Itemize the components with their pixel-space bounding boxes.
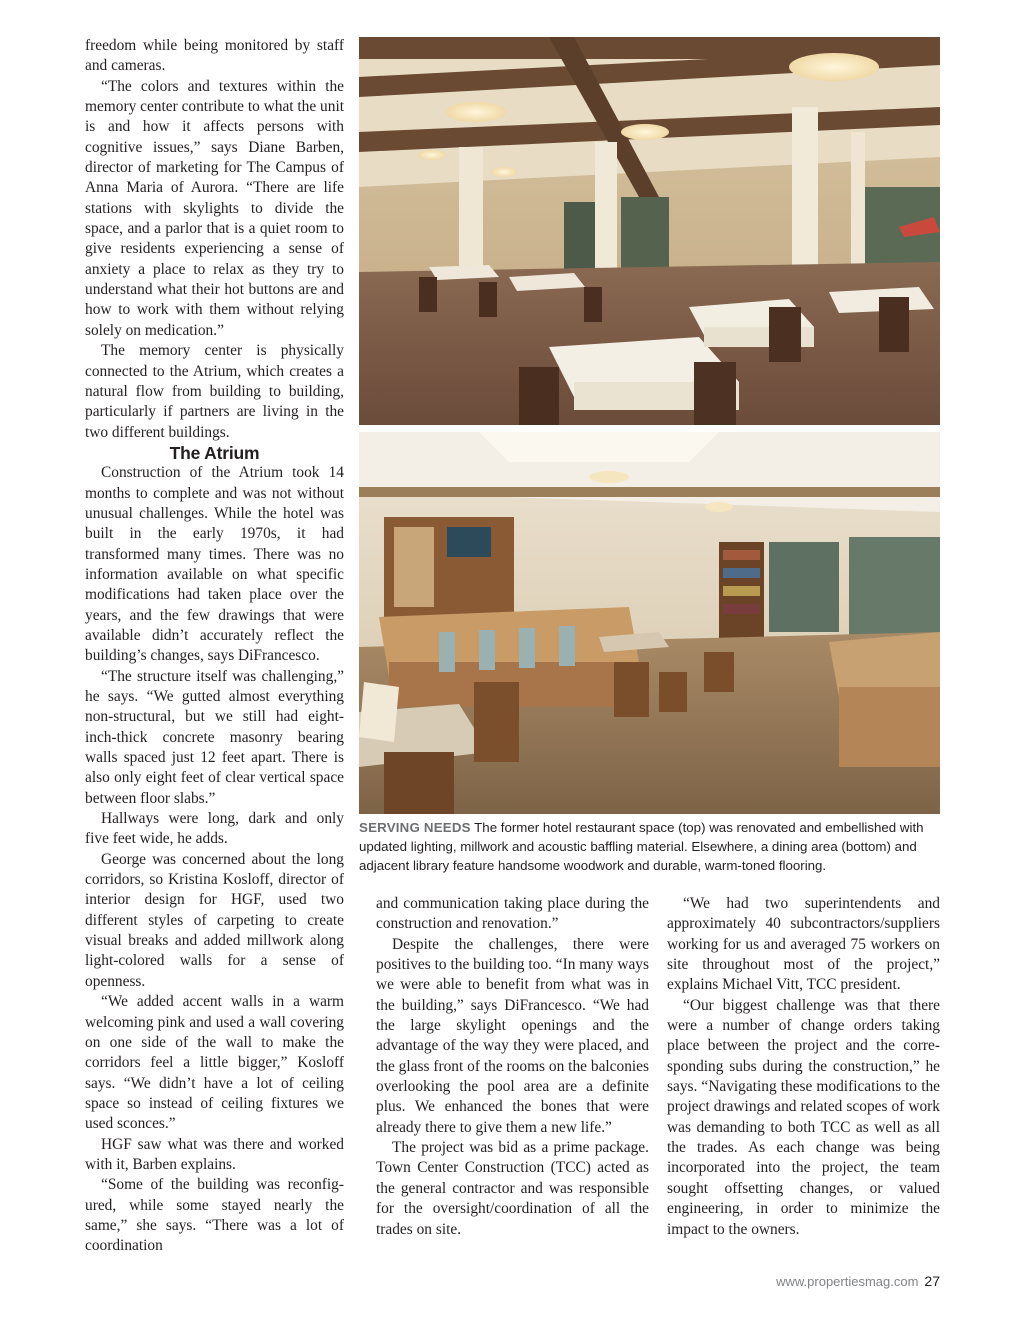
dining-library-photo [359,432,940,814]
body-paragraph: “The colors and textures within the memory center contribute to what the unit is and how it affects persons with cognitive issues,” says Diane Barben, director of marketing for The Campus of Anna Maria of Aurora. “There are life stations with skylights to divide the space, and a parlor that is a quiet room to give residents experiencing a sense of anxiety a place to relax as they try to understand what their hot buttons are and how to work with them without relying solely on medication.” [85,77,344,339]
body-paragraph: and communication taking place during the construction and renovation.” [376,895,649,933]
body-paragraph: “Some of the building was reconfigured, while some stayed nearly the same,” she says. “There was a lot of coordination [85,1176,344,1255]
footer-url[interactable]: www.propertiesmag.com [776,1274,919,1289]
section-subhead: The Atrium [169,442,260,463]
caption-label: SERVING NEEDS [359,820,471,835]
body-paragraph: Despite the challenges, there were positives to the building too. “In many ways we were able to benefit from what was in the building,” says DiFrancesco. “We had the large skylight openings and the advantage of the way they were placed, and the glass front of the rooms on the balconies overlooking the pool area are a definite plus. We enhanced the bones that were already there to give them a new life.” [376,935,649,1136]
body-paragraph: Hallways were long, dark and only five feet wide, he adds. [85,810,344,848]
caption-text: The former hotel restaurant space (top) was renovated and embellished with updated lighting, millwork and acoustic baffling material. Elsewhere, a dining area (bottom) and adjacent library feature handsome woodwork and durable, warm-toned flooring. [359,820,924,873]
dining-room-photo [359,37,940,425]
left-text-column [85,36,344,1257]
middle-text-column [376,894,649,1240]
body-paragraph: HGF saw what was there and worked with it, Barben explains. [85,1135,344,1173]
body-paragraph: “The structure itself was challenging,” he says. “We gutted almost everything non-structural, but we still had eight-inch-thick concrete masonry bearing walls spaced just 12 feet apart. There is also only eight feet of clear vertical space between floor slabs.” [85,667,344,807]
body-paragraph: Construction of the Atrium took 14 months to complete and was not without unusual challenges. While the hotel was built in the early 1970s, it had transformed many times. There was no information available on what specific modifications had taken place over the years, and the few drawings that were available didn’t accurately reflect the building’s changes, says DiFrancesco. [85,464,344,665]
right-text-column [667,894,940,1240]
body-paragraph: “Our biggest challenge was that there were a number of change orders taking place between the project and the corresponding subs during the construction,” he says. “Navigating these modifications to the project drawings and related scopes of work was demanding to both TCC as well as all the trades. As each change was being incorporated into the project, the team sought offsetting changes, or valued engineering, in order to minimize the impact to the owners. [667,996,940,1238]
page-number: 27 [924,1273,940,1289]
body-paragraph: George was concerned about the long corridors, so Kristina Kosloff, director of interior design for HGF, used two different styles of carpeting to create visual breaks and added millwork along light-colored walls for a sense of openness. [85,850,344,990]
body-paragraph: “We added accent walls in a warm welcoming pink and used a wall covering on one side of the wall to make the corridors feel a little bigger,” Kosloff says. “We didn’t have a lot of ceiling space so instead of ceiling fixtures we used sconces.” [85,993,344,1133]
photo-caption [359,818,944,875]
page-footer [776,1273,940,1289]
body-paragraph: The memory center is physically connected to the Atrium, which creates a natural flow from building to building, particularly if partners are living in the two different buildings. [85,342,344,441]
body-paragraph: The project was bid as a prime package. Town Center Construction (TCC) acted as the general contractor and was responsible for the oversight/coordination of all the trades on site. [376,1139,649,1238]
body-paragraph: freedom while being monitored by staff and cameras. [85,37,344,75]
body-paragraph: “We had two superintendents and approximately 40 subcontractors/suppliers working for us and averaged 75 workers on site throughout most of the project,” explains Michael Vitt, TCC president. [667,895,940,994]
